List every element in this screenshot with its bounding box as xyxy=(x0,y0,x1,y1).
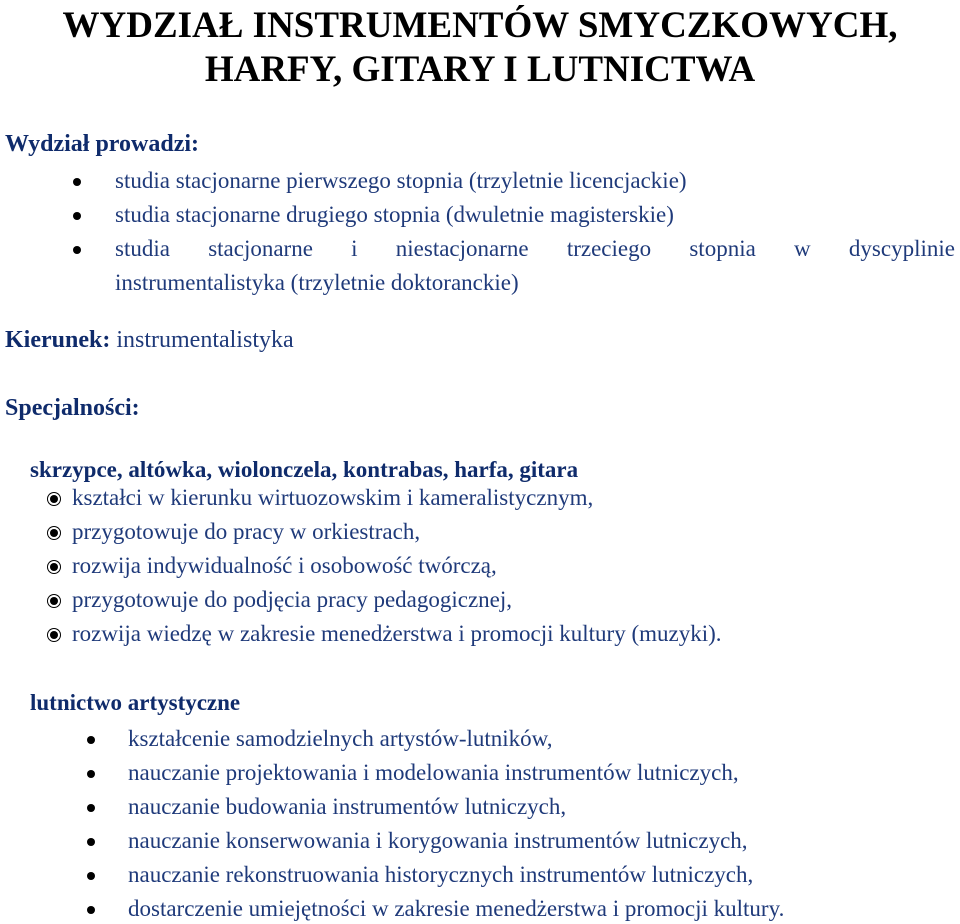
list-item xyxy=(128,756,948,790)
kierunek-value: instrumentalistyka xyxy=(110,327,294,353)
bullet-icon xyxy=(87,872,95,880)
list-item xyxy=(115,164,955,198)
list-item xyxy=(128,722,948,756)
kierunek-line xyxy=(5,325,294,355)
list-item xyxy=(115,198,955,232)
list-item-text: przygotowuje do podjęcia pracy pedagogicznej, xyxy=(72,587,513,612)
list-item-text-line-2: instrumentalistyka (trzyletnie doktoranckie) xyxy=(115,270,519,295)
word: studia xyxy=(115,236,170,261)
list-item-text-line-1 xyxy=(115,232,955,266)
bullet-icon xyxy=(73,212,81,220)
bullet-icon xyxy=(50,495,58,503)
list-item-text: studia stacjonarne pierwszego stopnia (trzyletnie licencjackie) xyxy=(115,168,687,193)
list-item-text: rozwija indywidualność i osobowość twórczą, xyxy=(72,553,497,578)
bullet-icon xyxy=(87,770,95,778)
specjalnosci-label: Specjalności: xyxy=(5,395,140,421)
list-item xyxy=(128,824,948,858)
list-item-text: studia stacjonarne drugiego stopnia (dwuletnie magisterskie) xyxy=(115,202,674,227)
word: w xyxy=(794,236,811,261)
page-title-line-2: HARFY, GITARY I LUTNICTWA xyxy=(204,49,756,90)
wydzial-label: Wydział prowadzi: xyxy=(5,131,200,157)
list-item-text: nauczanie rekonstruowania historycznych instrumentów lutniczych, xyxy=(128,862,754,887)
list-item-text: kształci w kierunku wirtuozowskim i kameralistycznym, xyxy=(72,485,594,510)
wydzial-list xyxy=(115,164,955,300)
list-item xyxy=(72,481,932,515)
list-item xyxy=(72,617,932,651)
list-item xyxy=(72,583,932,617)
list-item-text: rozwija wiedzę w zakresie menedżerstwa i promocji kultury (muzyki). xyxy=(72,621,722,646)
list-item-text: dostarczenie umiejętności w zakresie menedżerstwa i promocji kultury. xyxy=(128,896,785,921)
list-item-text: nauczanie budowania instrumentów lutniczych, xyxy=(128,794,567,819)
word: stacjonarne xyxy=(208,236,313,261)
list-item xyxy=(72,549,932,583)
list-item xyxy=(128,858,948,892)
bullet-icon xyxy=(50,563,58,571)
list-item-text: nauczanie projektowania i modelowania instrumentów lutniczych, xyxy=(128,760,739,785)
word: stopnia xyxy=(689,236,756,261)
word: niestacjonarne xyxy=(395,236,529,261)
bullet-icon xyxy=(50,597,58,605)
list-item xyxy=(115,232,955,300)
smyczki-heading: skrzypce, altówka, wiolonczela, kontrabas, harfa, gitara xyxy=(30,457,579,482)
bullet-icon xyxy=(87,906,95,914)
kierunek-label: Kierunek: xyxy=(5,327,111,353)
bullet-icon xyxy=(87,804,95,812)
lutnictwo-heading: lutnictwo artystyczne xyxy=(30,690,241,715)
bullet-icon xyxy=(73,246,81,254)
page-title xyxy=(0,0,960,92)
list-item-text: przygotowuje do pracy w orkiestrach, xyxy=(72,519,421,544)
bullet-icon xyxy=(87,838,95,846)
list-item xyxy=(128,790,948,824)
bullet-icon xyxy=(50,529,58,537)
word: dyscyplinie xyxy=(848,236,955,261)
bullet-icon xyxy=(50,631,58,639)
lutnictwo-list xyxy=(128,722,948,924)
list-item-text: nauczanie konserwowania i korygowania instrumentów lutniczych, xyxy=(128,828,748,853)
list-item-text: kształcenie samodzielnych artystów-lutników, xyxy=(128,726,553,751)
bullet-icon xyxy=(73,178,81,186)
list-item xyxy=(128,892,948,924)
smyczki-list xyxy=(72,481,932,651)
bullet-icon xyxy=(87,736,95,744)
page-title-line-1: WYDZIAŁ INSTRUMENTÓW SMYCZKOWYCH, xyxy=(62,5,898,46)
list-item xyxy=(72,515,932,549)
word: trzeciego xyxy=(566,236,652,261)
word: i xyxy=(351,236,358,261)
